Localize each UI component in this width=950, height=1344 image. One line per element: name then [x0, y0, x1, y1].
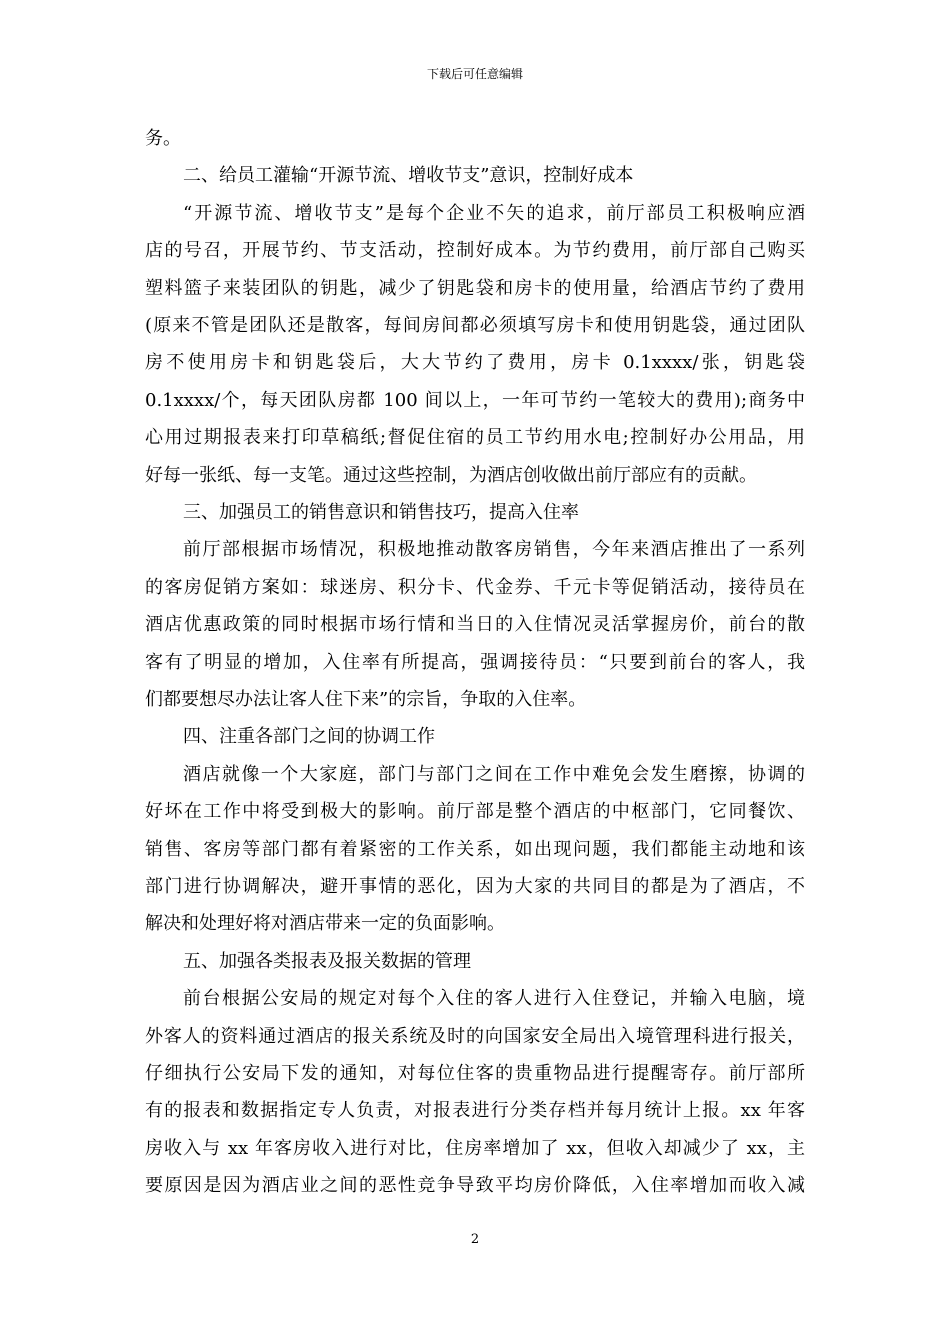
- text-line: 酒店就像一个大家庭，部门与部门之间在工作中难免会发生磨擦，协调的: [183, 764, 805, 785]
- text-line: 解决和处理好将对酒店带来一定的负面影响。: [145, 913, 505, 934]
- page-number: 2: [470, 1232, 480, 1247]
- page-header: 下载后可任意编辑: [426, 67, 523, 81]
- text-line: 0.1xxxx/个，每天团队房都 100 间以上，一年可节约一笔较大的费用);商务中: [145, 390, 805, 411]
- text-line: 房收入与 xx 年客房收入进行对比，住房率增加了 xx，但收入却减少了 xx，主: [145, 1138, 805, 1159]
- text-line: 有的报表和数据指定专人负责，对报表进行分类存档并每月统计上报。xx 年客: [145, 1100, 805, 1121]
- text-line: 酒店优惠政策的同时根据市场行情和当日的入住情况灵活掌握房价，前台的散: [145, 614, 805, 635]
- text-line: 二、给员工灌输“开源节流、增收节支”意识，控制好成本: [183, 165, 634, 186]
- text-line: 们都要想尽办法让客人住下来”的宗旨，争取的入住率。: [145, 689, 587, 710]
- text-line: “开源节流、增收节支”是每个企业不矢的追求，前厅部员工积极响应酒: [183, 203, 805, 224]
- text-line: 心用过期报表来打印草稿纸;督促住宿的员工节约用水电;控制好办公用品，用: [145, 427, 805, 448]
- text-line: 房不使用房卡和钥匙袋后，大大节约了费用，房卡 0.1xxxx/张，钥匙袋: [145, 352, 805, 373]
- text-line: 前台根据公安局的规定对每个入住的客人进行入住登记，并输入电脑，境: [183, 988, 805, 1009]
- text-line: 要原因是因为酒店业之间的恶性竞争导致平均房价降低，入住率增加而收入减: [145, 1175, 805, 1196]
- text-line: 的客房促销方案如：球迷房、积分卡、代金券、千元卡等促销活动，接待员在: [145, 577, 805, 598]
- text-line: 四、注重各部门之间的协调工作: [183, 726, 435, 747]
- text-line: 仔细执行公安局下发的通知，对每位住客的贵重物品进行提醒寄存。前厅部所: [145, 1063, 805, 1084]
- text-line: 塑料篮子来装团队的钥匙，减少了钥匙袋和房卡的使用量，给酒店节约了费用: [145, 278, 805, 299]
- text-line: 客有了明显的增加，入住率有所提高，强调接待员：“只要到前台的客人，我: [145, 652, 805, 673]
- text-line: 前厅部根据市场情况，积极地推动散客房销售，今年来酒店推出了一系列: [183, 539, 805, 560]
- text-line: 务。: [145, 128, 181, 149]
- text-line: (原来不管是团队还是散客，每间房间都必须填写房卡和使用钥匙袋，通过团队: [145, 315, 805, 336]
- text-line: 好每一张纸、每一支笔。通过这些控制，为酒店创收做出前厅部应有的贡献。: [145, 465, 757, 486]
- text-line: 三、加强员工的销售意识和销售技巧，提高入住率: [183, 502, 579, 523]
- text-line: 店的号召，开展节约、节支活动，控制好成本。为节约费用，前厅部自己购买: [145, 240, 805, 261]
- text-line: 外客人的资料通过酒店的报关系统及时的向国家安全局出入境管理科进行报关，: [145, 1026, 805, 1047]
- text-line: 销售、客房等部门都有着紧密的工作关系，如出现问题，我们都能主动地和该: [145, 839, 805, 860]
- text-line: 五、加强各类报表及报关数据的管理: [183, 951, 471, 972]
- text-line: 部门进行协调解决，避开事情的恶化，因为大家的共同目的都是为了酒店，不: [145, 876, 805, 897]
- text-line: 好坏在工作中将受到极大的影响。前厅部是整个酒店的中枢部门，它同餐饮、: [145, 801, 805, 822]
